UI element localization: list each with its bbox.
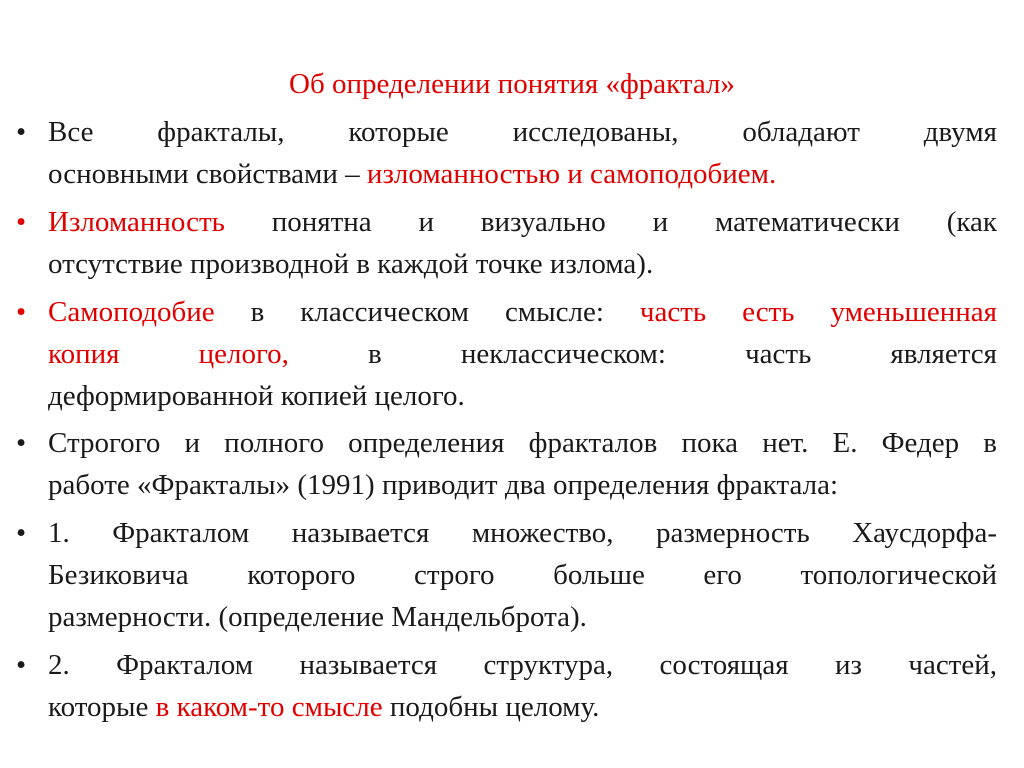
text-span: которые — [48, 691, 156, 723]
bullet-line — [48, 512, 997, 554]
text-span: в классическом смысле: — [214, 296, 640, 328]
bullet-line — [48, 201, 997, 243]
highlight-text: часть есть уменьшенная — [639, 296, 997, 328]
bullet-text — [48, 422, 997, 506]
bullet-marker: • — [16, 296, 27, 328]
text-span: отсутствие производной в каждой точке излома). — [48, 248, 654, 280]
bullet-line — [48, 464, 997, 506]
text-span: деформированной копией целого. — [48, 380, 465, 412]
bullet-line — [48, 153, 997, 195]
text-span: понятна и визуально и математически (как — [224, 206, 997, 238]
bullet-text — [48, 291, 997, 417]
bullet-text — [48, 512, 997, 638]
text-span: Все фракталы, которые исследованы, обладают двумя — [48, 116, 997, 148]
bullet-marker: • — [16, 517, 27, 549]
highlight-text: Изломанность — [48, 206, 225, 238]
highlight-text: в каком-то смысле — [155, 691, 383, 723]
text-span: подобны целому. — [382, 691, 600, 723]
text-span: 1. Фракталом называется множество, размерность Хаусдорфа- — [48, 517, 997, 549]
bullet-line — [48, 686, 997, 728]
text-span: 2. Фракталом называется структура, состоящая из частей, — [48, 649, 997, 681]
bullet-text — [48, 111, 997, 195]
bullet-line — [48, 111, 997, 153]
text-span: Строгого и полного определения фракталов пока нет. Е. Федер в — [48, 427, 997, 459]
bullet-marker: • — [16, 116, 27, 148]
highlight-text: Самоподобие — [48, 296, 215, 328]
bullet-line — [48, 644, 997, 686]
bullet-line — [48, 333, 997, 375]
text-span: работе «Фракталы» (1991) приводит два определения фрактала: — [48, 469, 839, 501]
highlight-text: изломанностью и самоподобием. — [366, 158, 777, 190]
bullet-text — [48, 201, 997, 285]
slide-title: Об определении понятия «фрактал» — [289, 68, 735, 100]
text-span: основными свойствами – — [48, 158, 367, 190]
bullet-line — [48, 596, 997, 638]
bullet-line — [48, 554, 997, 596]
text-span: размерности. (определение Мандельброта). — [48, 601, 587, 633]
bullet-line — [48, 422, 997, 464]
bullet-line — [48, 243, 997, 285]
bullet-line — [48, 375, 997, 417]
highlight-text: копия целого, — [48, 338, 289, 370]
text-span: в неклассическом: часть является — [288, 338, 997, 370]
bullet-text — [48, 644, 997, 728]
bullet-marker: • — [16, 206, 27, 238]
text-span: Безиковича которого строго больше его топологической — [48, 559, 997, 591]
bullet-marker: • — [16, 649, 27, 681]
bullet-line — [48, 291, 997, 333]
bullet-marker: • — [16, 427, 27, 459]
